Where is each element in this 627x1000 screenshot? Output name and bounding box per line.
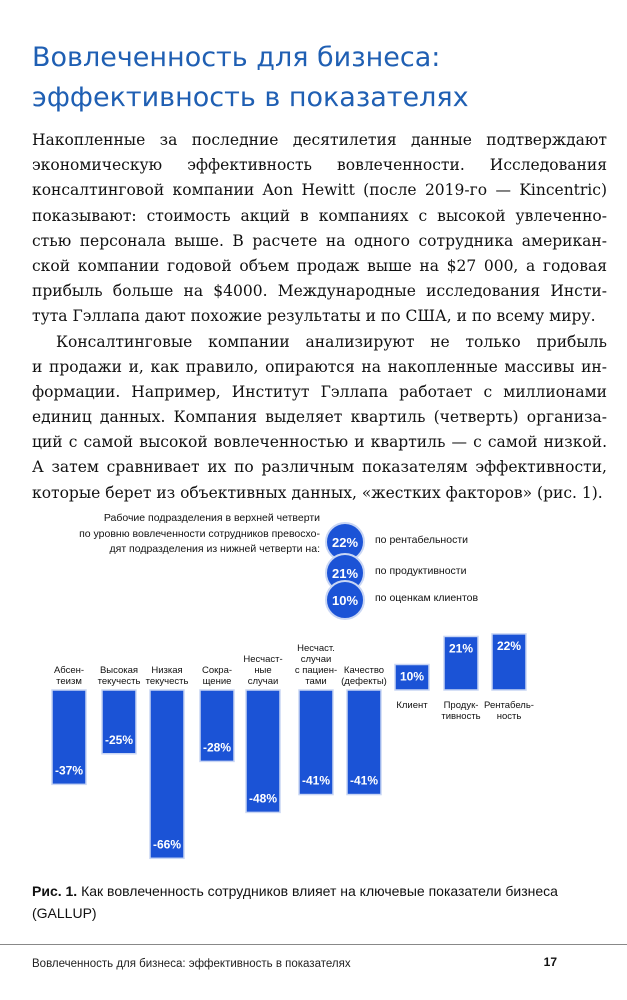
body-line: формации. Например, Институт Гэллапа работает с миллионами <box>32 382 607 401</box>
footer-divider <box>0 944 627 945</box>
category-label: Высокая текучесть <box>97 665 141 687</box>
bar-value-label: -25% <box>104 732 134 747</box>
body-line: единиц данных. Компания выделяет квартиль (четверть) организа- <box>32 408 607 427</box>
category-label: Качество (дефекты) <box>341 665 387 687</box>
category-label: Рентабель-ность <box>484 700 534 722</box>
bar-value-label: -37% <box>54 763 84 778</box>
chart-intro-line: дят подразделения из нижней четверти на: <box>109 543 320 555</box>
bar-value-label: -28% <box>202 740 232 755</box>
body-paragraphs <box>32 128 607 506</box>
title-line-2: эффективность в показателях <box>32 82 469 113</box>
legend-label: по продуктивности <box>375 565 467 577</box>
bar-value-label: 10% <box>399 669 425 684</box>
page-title <box>32 38 602 118</box>
bar-value-label: -66% <box>152 837 182 852</box>
legend-label: по оценкам клиентов <box>375 592 479 604</box>
body-line: А затем сравнивает их по различным показателям эффективности, <box>32 458 607 477</box>
body-line: показывают: стоимость акций в компаниях с высокой увлеченно- <box>32 206 607 225</box>
engagement-bar-chart <box>0 600 627 870</box>
legend-circle: 21% <box>325 553 365 593</box>
category-label: Абсен-теизм <box>53 665 85 687</box>
bar-value-label: 21% <box>448 641 474 656</box>
figure-caption <box>32 880 602 924</box>
legend-label: по рентабельности <box>375 534 468 546</box>
bar-value-label: -41% <box>349 773 379 788</box>
body-line: Консалтинговые компании анализируют не только прибыль <box>56 332 607 351</box>
body-line: стью персонала выше. В расчете на одного сотрудника американ- <box>32 231 607 250</box>
body-line: и продажи и, как правило, опираются на накопленные массивы ин- <box>32 357 607 376</box>
legend-circle: 22% <box>325 522 365 562</box>
body-line: экономическую эффективность вовлеченности. Исследования <box>32 156 607 175</box>
category-label: Несчаст. случаи с пациен-тами <box>294 643 338 687</box>
chart-intro <box>40 511 320 558</box>
page-number: 17 <box>543 955 557 969</box>
category-label: Сокра-щение <box>201 665 233 687</box>
bar-value-label: -48% <box>248 791 278 806</box>
chart-intro-line: Рабочие подразделения в верхней четверти <box>103 512 320 524</box>
category-label: Продук-тивность <box>441 700 481 722</box>
body-line: консалтинговой компании Aon Hewitt (после 2019-го — Kincentric) <box>32 181 607 200</box>
body-line: которые берет из объективных данных, «жестких факторов» (рис. 1). <box>32 483 603 502</box>
category-label: Несчаст-ные случаи <box>243 654 283 687</box>
caption-text: Как вовлеченность сотрудников влияет на ключевые показатели бизнеса (GALLUP) <box>32 883 558 921</box>
category-label: Клиент <box>396 700 428 711</box>
body-line: прибыль больше на $4000. Международные исследования Инсти- <box>32 282 607 301</box>
body-line: тута Гэллапа дают похожие результаты и по США, и по всему миру. <box>32 307 596 326</box>
title-line-1: Вовлеченность для бизнеса: <box>32 42 441 73</box>
body-line: ской компании годовой объем продаж выше на $27 000, а годовая <box>32 256 607 275</box>
legend-circle: 10% <box>325 580 365 620</box>
caption-fig-label: Рис. 1. <box>32 883 78 899</box>
chart-intro-line: по уровню вовлеченности сотрудников превосхо- <box>79 527 320 540</box>
bar-2 <box>150 690 184 858</box>
category-label: Низкая текучесть <box>145 665 189 687</box>
bar-value-label: 22% <box>496 638 522 653</box>
body-line: Накопленные за последние десятилетия данные подтверждают <box>32 131 607 149</box>
bar-value-label: -41% <box>301 773 331 788</box>
body-line: ций с самой высокой вовлеченностью и квартиль — с самой низкой. <box>32 433 607 452</box>
running-title: Вовлеченность для бизнеса: эффективность в показателях <box>32 958 351 970</box>
